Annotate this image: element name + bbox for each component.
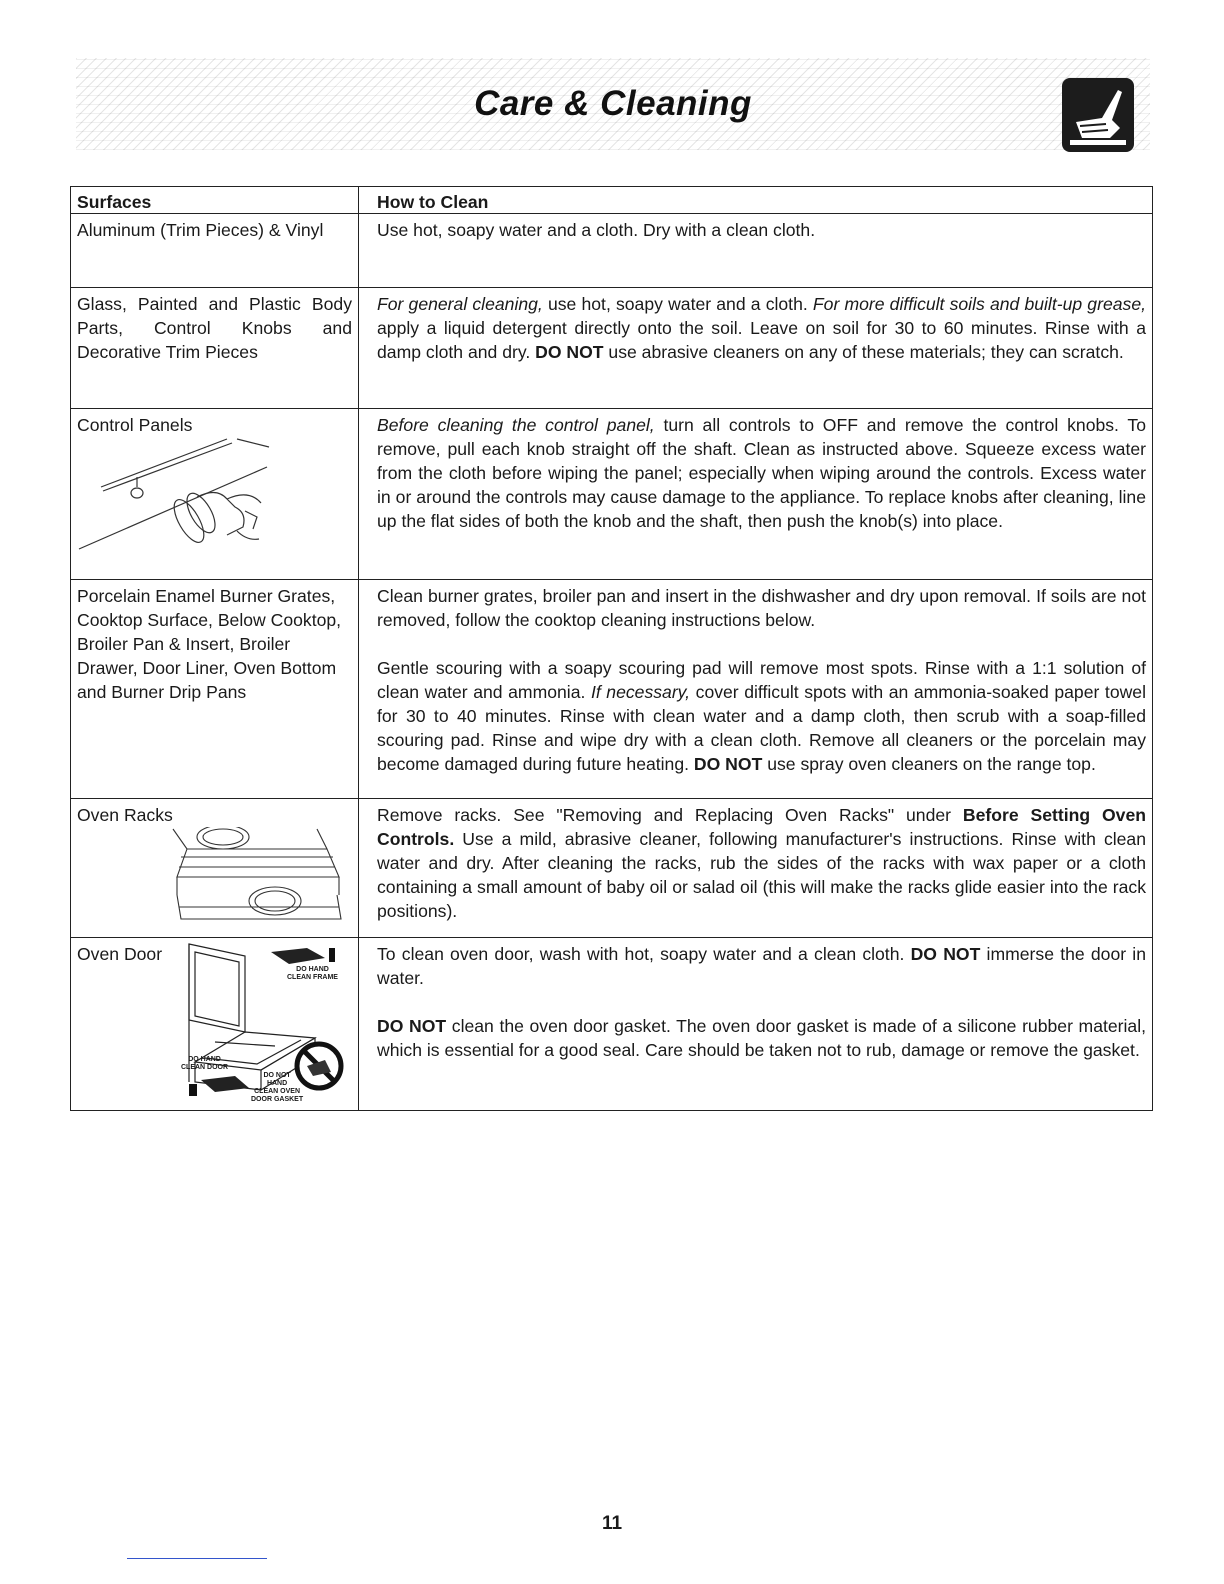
warning-text: DO NOT [535, 342, 604, 362]
instructions-text: use abrasive cleaners on any of these materials; they can scratch. [603, 342, 1124, 362]
instructions-text: Gentle scouring with a soapy scouring pad will remove most spots. Rinse with a 1:1 solution of clean water and ammonia. [377, 658, 1146, 702]
surface-label: Oven Door [77, 944, 163, 964]
surface-label: Porcelain Enamel Burner Grates, Cooktop Surface, Below Cooktop, Broiler Pan & Insert, Broiler Drawer, Door Liner, Oven Bottom and Burner Drip Pans [77, 586, 342, 702]
surface-cell [71, 409, 359, 580]
callout-text: DOOR GASKET [251, 1096, 304, 1103]
table-header-row [71, 187, 1153, 214]
table-row [71, 288, 1153, 409]
table-row [71, 799, 1153, 938]
callout-text: CLEAN DOOR [181, 1064, 229, 1071]
page-title: Care & Cleaning [474, 84, 752, 123]
surface-label: Aluminum (Trim Pieces) & Vinyl [77, 220, 324, 240]
instructions-paragraph: Clean burner grates, broiler pan and insert in the dishwasher and dry upon removal. If soils are not removed, follow the cooktop cleaning instructions below. [377, 586, 1146, 630]
instructions-text: Remove racks. See "Removing and Replacing Oven Racks" under [377, 805, 963, 825]
page-number: 11 [601, 1513, 623, 1534]
control-panel-illustration [77, 437, 352, 561]
callout-hand-clean-door [181, 1056, 228, 1072]
column-header-surfaces: Surfaces [71, 187, 359, 214]
hand-wiping-icon [1062, 78, 1134, 152]
instructions-paragraph [377, 942, 1146, 990]
column-header-how-to-clean: How to Clean [359, 187, 1153, 214]
page-header-banner [76, 58, 1150, 150]
emphasis-text: For general cleaning, [377, 294, 543, 314]
instructions-text: To clean oven door, wash with hot, soapy water and a clean cloth. [377, 944, 911, 964]
surface-cell [71, 580, 359, 799]
surface-label: Glass, Painted and Plastic Body Parts, Control Knobs and Decorative Trim Pieces [77, 294, 352, 362]
callout-text: DO HAND [188, 1056, 221, 1063]
instructions-text: use hot, soapy water and a cloth. [542, 294, 813, 314]
instructions-text: apply a liquid detergent directly onto the soil. Leave on soil for 30 to 60 minutes. Rinse with a damp cloth and dry. [377, 318, 1146, 362]
callout-text: DO HAND [296, 966, 329, 973]
surface-label: Control Panels [77, 415, 193, 435]
callout-hand-clean-frame [287, 966, 338, 982]
table-row [71, 580, 1153, 799]
instructions-text: turn all controls to OFF and remove the control knobs. To remove, pull each knob straight off the shaft. Clean as instructed above. Squeeze excess water from the cloth before wiping the panel; especially when wiping around the controls. Excess water in or around the controls may cause damage to the appliance. To replace knobs after cleaning, line up the flat sides of both the knob and the shaft, then push the knob(s) into place. [377, 415, 1146, 531]
instructions-text: immerse the door in water. [377, 944, 1146, 988]
callout-text: CLEAN OVEN [254, 1088, 301, 1095]
callout-no-clean-gasket [251, 1072, 303, 1104]
emphasis-text: If necessary, [590, 682, 691, 702]
footer-divider [127, 1558, 267, 1559]
instructions-cell [359, 799, 1153, 938]
care-cleaning-table [70, 186, 1153, 1111]
warning-text: DO NOT [693, 754, 763, 774]
warning-text: DO NOT [377, 1016, 447, 1036]
surface-cell [71, 288, 359, 409]
cross-reference-text: Before Setting Oven Controls. [377, 805, 1146, 849]
instructions-text: use spray oven cleaners on the range top. [762, 754, 1096, 774]
callout-text: HAND [266, 1080, 288, 1087]
instructions-cell [359, 288, 1153, 409]
table-row [71, 938, 1153, 1111]
instructions-cell [359, 580, 1153, 799]
instructions-cell [359, 214, 1153, 288]
surface-label: Oven Racks [77, 805, 173, 825]
instructions-paragraph [377, 656, 1146, 776]
emphasis-text: For more difficult soils and built-up grease, [812, 294, 1146, 314]
oven-rack-illustration [77, 827, 352, 931]
callout-text: DO NOT [263, 1072, 291, 1079]
emphasis-text: Before cleaning the control panel, [377, 415, 655, 435]
instructions-text: Use a mild, abrasive cleaner, following manufacturer's instructions. Rinse with clean water and dry. After cleaning the racks, rub the sides of the racks with wax paper or a cloth containing a small amount of baby oil or salad oil (this will make the racks glide easier into the rack positions). [377, 829, 1146, 921]
warning-text: DO NOT [910, 944, 981, 964]
callout-text: CLEAN FRAME [287, 974, 338, 981]
table-row [71, 409, 1153, 580]
instructions-text: clean the oven door gasket. The oven door gasket is made of a silicone rubber material, which is essential for a good seal. Care should be taken not to rub, damage or remove the gasket. [377, 1016, 1147, 1060]
instructions-cell [359, 938, 1153, 1111]
instructions-cell [359, 409, 1153, 580]
instructions-text: Use hot, soapy water and a cloth. Dry with a clean cloth. [377, 220, 816, 240]
oven-door-illustration [175, 942, 355, 1106]
surface-cell [71, 938, 359, 1111]
instructions-paragraph [377, 1014, 1146, 1062]
instructions-text: cover difficult spots with an ammonia-soaked paper towel for 30 to 40 minutes. Rinse with clean water and a damp cloth, then scrub with a soap-filled scouring pad. Rinse and wipe dry with a clean cloth. Remove all cleaners or the porcelain may become damaged during future heating. [377, 682, 1146, 774]
surface-cell [71, 799, 359, 938]
table-row [71, 214, 1153, 288]
surface-cell [71, 214, 359, 288]
